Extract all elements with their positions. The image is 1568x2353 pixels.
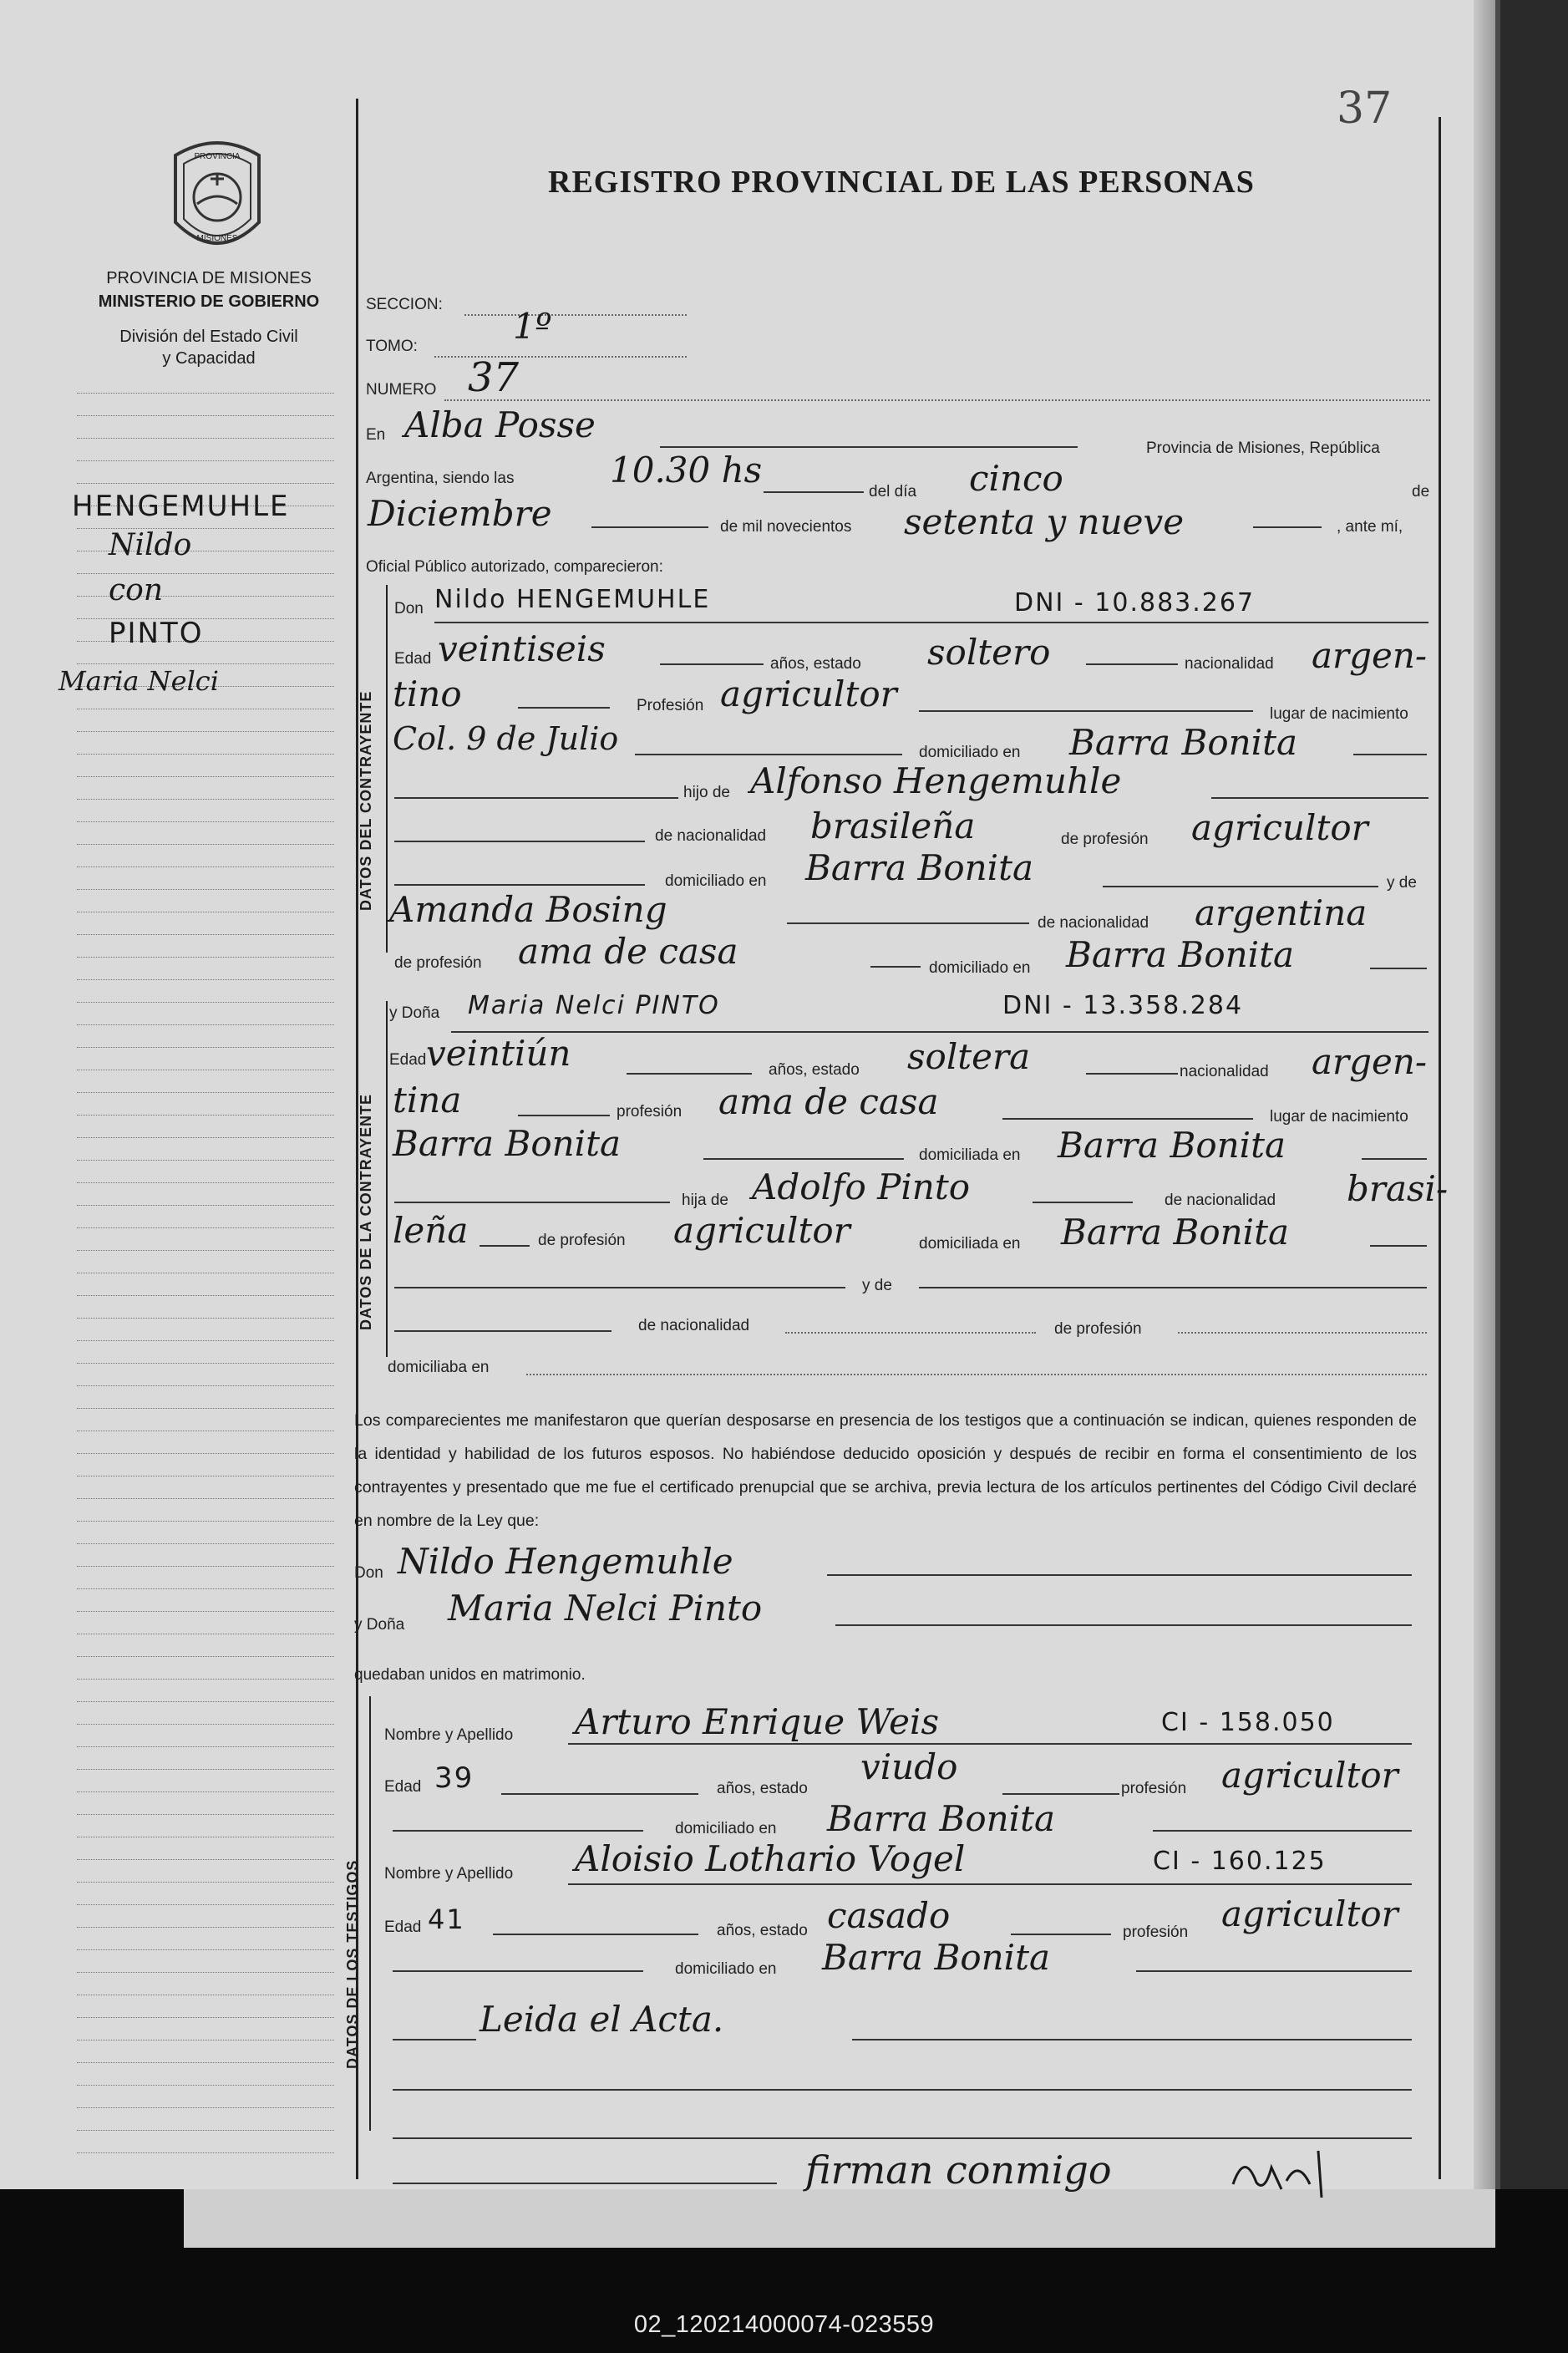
en-label: En	[366, 426, 386, 444]
margin-rule	[77, 460, 334, 461]
margin-rule	[77, 1882, 334, 1883]
groom-nac1: argen-	[1312, 635, 1428, 676]
w1-nombre-label: Nombre y Apellido	[384, 1726, 514, 1744]
groom-profesion: agricultor	[720, 673, 897, 714]
margin-rule	[77, 1791, 334, 1792]
margin-note-bride-surname: PINTO	[109, 617, 204, 650]
margin-rule	[77, 821, 334, 822]
mil-label: de mil novecientos	[720, 518, 852, 536]
bride-profesion: ama de casa	[718, 1081, 939, 1122]
groom-profesion-label: Profesión	[637, 697, 704, 714]
margin-rule	[77, 1160, 334, 1161]
groom-mother-dom: Barra Bonita	[1066, 934, 1294, 975]
groom-domicilio: Barra Bonita	[1069, 722, 1297, 763]
groom-dni: DNI - 10.883.267	[1014, 588, 1256, 617]
margin-rule	[77, 1092, 334, 1093]
bride-domiciliada-label: domiciliada en	[919, 1146, 1021, 1164]
margin-rule	[77, 1250, 334, 1251]
bride-edad: veintiún	[426, 1033, 571, 1074]
groom-mother: Amanda Bosing	[389, 889, 667, 930]
margin-rule	[77, 2152, 334, 2153]
margin-rule	[77, 934, 334, 935]
w2-dom: Barra Bonita	[822, 1937, 1050, 1978]
org-line-1: PROVINCIA DE MISIONES	[106, 269, 312, 287]
bride-y-de-label: y de	[862, 1277, 892, 1294]
groom-father-dom: Barra Bonita	[805, 847, 1033, 888]
statement-paragraph: Los comparecientes me manifestaron que querían desposarse en presencia de los testigos que a continuación se indican, quienes responden de la identidad y habilidad de los futuros esposos. No habiéndose deducido oposición y después de recibir en forma el consentimiento de los contrayentes y presentado que me fue el certificado prenupcial que se archiva, previa lectura de los artículos pertinentes del Código Civil declaré en nombre de la Ley que:	[354, 1411, 1417, 1530]
month-value: Diciembre	[368, 493, 552, 534]
margin-rule	[77, 1318, 334, 1319]
margin-rule	[77, 1408, 334, 1409]
margin-rule	[77, 1182, 334, 1183]
bride-father-prof: agricultor	[673, 1210, 850, 1251]
seal-text-top: PROVINCIA	[194, 152, 241, 161]
margin-rule	[77, 1137, 334, 1138]
image-identifier: 02_120214000074-023559	[633, 2311, 935, 2338]
w1-prof: agricultor	[1221, 1755, 1398, 1796]
margin-rule	[77, 2017, 334, 2018]
margin-rule	[77, 1566, 334, 1567]
groom-mother-nac: argentina	[1195, 892, 1368, 933]
bride-lugar-label: lugar de nacimiento	[1270, 1108, 1408, 1126]
groom-father-dom-label: domiciliado en	[665, 872, 767, 890]
groom-name: Nildo HENGEMUHLE	[434, 585, 711, 614]
folio-number: 37	[1337, 84, 1393, 134]
groom-domiciliado-label: domiciliado en	[919, 744, 1021, 761]
declaration-dona-label: y Doña	[354, 1616, 405, 1634]
margin-rule	[77, 1340, 334, 1341]
margin-rule	[77, 1679, 334, 1680]
groom-mother-prof-label: de profesión	[394, 954, 482, 972]
bride-father: Adolfo Pinto	[752, 1166, 971, 1207]
bride-lugar: Barra Bonita	[393, 1123, 621, 1164]
bride-nacionalidad-label: nacionalidad	[1180, 1063, 1269, 1080]
bride-anos-label: años, estado	[769, 1061, 860, 1079]
w1-name: Arturo Enrique Weis	[575, 1701, 939, 1742]
argentina-label: Argentina, siendo las	[366, 470, 515, 487]
margin-rule	[77, 731, 334, 732]
margin-rule	[77, 799, 334, 800]
oficial-text: Oficial Público autorizado, comparecieron:	[366, 558, 663, 576]
margin-rule	[77, 979, 334, 980]
margin-note-given: Nildo	[109, 528, 192, 562]
groom-hijo-label: hijo de	[683, 784, 730, 801]
right-frame-line	[1439, 117, 1441, 2179]
margin-rule	[77, 844, 334, 845]
year-value: setenta y nueve	[904, 501, 1185, 542]
groom-edad-label: Edad	[394, 650, 432, 668]
bride-mother-nac-label: de nacionalidad	[638, 1317, 750, 1334]
provincia-text: Provincia de Misiones, República	[1146, 440, 1380, 457]
bride-father-dom: Barra Bonita	[1061, 1212, 1289, 1253]
day-value: cinco	[969, 458, 1063, 499]
declaration-don-label: Don	[354, 1564, 383, 1582]
margin-rule	[77, 1724, 334, 1725]
declaration-groom: Nildo Hengemuhle	[398, 1541, 733, 1582]
book-cover-edge	[1492, 0, 1568, 2189]
margin-rule	[77, 1295, 334, 1296]
firman-note: firman conmigo	[805, 2147, 1112, 2193]
margin-rule	[77, 438, 334, 439]
del-dia-label: del día	[869, 483, 917, 501]
provincial-seal-icon	[159, 130, 276, 264]
w1-id: CI - 158.050	[1161, 1708, 1335, 1737]
margin-rule	[77, 663, 334, 664]
bride-de-prof-label: de profesión	[538, 1232, 626, 1249]
groom-de-nac-label: de nacionalidad	[655, 827, 767, 845]
margin-rule	[77, 1453, 334, 1454]
w2-estado: casado	[827, 1895, 951, 1936]
bride-hija-label: hija de	[682, 1192, 728, 1209]
bride-dni: DNI - 13.358.284	[1002, 991, 1244, 1020]
bride-mother-prof-label: de profesión	[1054, 1320, 1142, 1338]
margin-rule	[77, 1543, 334, 1544]
margin-rule	[77, 1521, 334, 1522]
witness-section-line	[369, 1696, 371, 2131]
w2-nombre-label: Nombre y Apellido	[384, 1865, 514, 1883]
margin-rule	[77, 1498, 334, 1499]
groom-section-label: DATOS DEL CONTRAYENTE	[358, 690, 374, 911]
margin-note-con: con	[109, 573, 164, 607]
bride-section-label: DATOS DE LA CONTRAYENTE	[358, 1093, 374, 1330]
bride-domicilio: Barra Bonita	[1058, 1125, 1286, 1166]
margin-rule	[77, 889, 334, 890]
signature-mark-icon	[1228, 2142, 1353, 2201]
margin-rule	[77, 1656, 334, 1657]
seal-text-bottom: MISIONES	[196, 234, 238, 243]
org-line-4: y Capacidad	[162, 349, 256, 368]
margin-rule	[77, 415, 334, 416]
margin-rule	[77, 1611, 334, 1612]
groom-edad: veintiseis	[438, 628, 606, 669]
margin-rule	[77, 1227, 334, 1228]
margin-rule	[77, 1859, 334, 1860]
w1-domiciliado-label: domiciliado en	[675, 1820, 777, 1837]
w1-profesion-label: profesión	[1121, 1780, 1187, 1797]
groom-father-nac: brasileña	[810, 806, 976, 846]
margin-note-bride-given: Maria Nelci	[58, 665, 219, 697]
de-label: de	[1412, 483, 1430, 501]
groom-de-prof-label: de profesión	[1061, 831, 1149, 848]
margin-rule	[77, 2062, 334, 2063]
margin-rule	[77, 957, 334, 958]
bride-de-nac-label: de nacionalidad	[1165, 1192, 1276, 1209]
w1-dom: Barra Bonita	[827, 1798, 1055, 1839]
margin-rule	[77, 1927, 334, 1928]
w1-estado: viudo	[860, 1746, 958, 1787]
w2-edad-label: Edad	[384, 1918, 422, 1936]
margin-rule	[77, 1588, 334, 1589]
margin-rule	[77, 1746, 334, 1747]
bride-father-dom-label: domiciliada en	[919, 1235, 1021, 1253]
w2-name: Aloisio Lothario Vogel	[575, 1838, 966, 1879]
margin-rule	[77, 1814, 334, 1815]
margin-rule	[77, 1115, 334, 1116]
groom-nac2: tino	[393, 673, 462, 714]
bride-profesion-label: profesión	[617, 1103, 683, 1121]
groom-section-line	[386, 585, 388, 953]
margin-note-surname: HENGEMUHLE	[72, 490, 290, 523]
page-gutter-shadow	[1474, 0, 1495, 2189]
margin-rule	[77, 1363, 334, 1364]
margin-rule	[77, 1024, 334, 1025]
bride-father-nac1: brasi-	[1347, 1168, 1449, 1209]
page-title: REGISTRO PROVINCIAL DE LAS PERSONAS	[548, 165, 1255, 200]
w2-edad: 41	[428, 1903, 465, 1935]
bride-section-line	[386, 1001, 388, 1357]
tomo-value: 1º	[513, 306, 552, 347]
declaration-closing: quedaban unidos en matrimonio.	[354, 1666, 586, 1684]
bride-estado: soltera	[907, 1036, 1031, 1077]
w1-edad: 39	[434, 1761, 474, 1795]
w2-profesion-label: profesión	[1123, 1924, 1189, 1941]
bride-father-nac2: leña	[393, 1210, 469, 1251]
groom-father-prof: agricultor	[1191, 807, 1368, 848]
groom-estado: soltero	[927, 632, 1051, 673]
margin-rule	[77, 2085, 334, 2086]
margin-rule	[77, 393, 334, 394]
w1-edad-label: Edad	[384, 1778, 422, 1796]
leida-note: Leida el Acta.	[480, 1999, 724, 2040]
org-line-3: División del Estado Civil	[119, 328, 298, 346]
groom-y-de-label: y de	[1387, 874, 1417, 892]
seccion-label: SECCION:	[366, 296, 443, 313]
bride-dona-label: y Doña	[389, 1004, 440, 1022]
bride-edad-label: Edad	[389, 1051, 427, 1069]
groom-lugar-label: lugar de nacimiento	[1270, 705, 1408, 723]
groom-don-label: Don	[394, 600, 424, 617]
w2-anos-label: años, estado	[717, 1922, 808, 1939]
groom-mother-nac-label: de nacionalidad	[1038, 914, 1149, 932]
margin-rule	[77, 1904, 334, 1905]
margin-rule	[77, 776, 334, 777]
tomo-label: TOMO:	[366, 338, 418, 355]
w2-domiciliado-label: domiciliado en	[675, 1960, 777, 1978]
bride-name: Maria Nelci PINTO	[468, 991, 720, 1020]
margin-rule	[77, 483, 334, 484]
org-line-2: MINISTERIO DE GOBIERNO	[98, 292, 320, 311]
margin-rule	[77, 1972, 334, 1973]
w2-prof: agricultor	[1221, 1893, 1398, 1934]
groom-mother-prof: ama de casa	[518, 931, 738, 972]
margin-rule	[77, 1769, 334, 1770]
w1-anos-label: años, estado	[717, 1780, 808, 1797]
place-value: Alba Posse	[404, 404, 596, 445]
declaration-bride: Maria Nelci Pinto	[448, 1588, 763, 1629]
margin-rule	[77, 1949, 334, 1950]
groom-lugar: Col. 9 de Julio	[393, 720, 619, 757]
bride-domiciliaba-label: domiciliaba en	[388, 1359, 490, 1376]
witness-section-label: DATOS DE LOS TESTIGOS	[344, 1859, 361, 2069]
groom-father: Alfonso Hengemuhle	[750, 760, 1122, 801]
w2-id: CI - 160.125	[1153, 1847, 1327, 1876]
margin-rule	[77, 1002, 334, 1003]
groom-nacionalidad-label: nacionalidad	[1185, 655, 1274, 673]
groom-anos-label: años, estado	[770, 655, 861, 673]
bride-nac2: tina	[393, 1080, 462, 1121]
margin-rule	[77, 2130, 334, 2131]
margin-rule	[77, 1385, 334, 1386]
numero-label: NUMERO	[366, 381, 437, 399]
margin-rule	[77, 1205, 334, 1206]
margin-rule	[77, 866, 334, 867]
hour-value: 10.30 hs	[610, 450, 763, 490]
margin-rule	[77, 754, 334, 755]
groom-mother-dom-label: domiciliado en	[929, 959, 1031, 977]
numero-value: 37	[468, 354, 520, 401]
margin-rule	[77, 1701, 334, 1702]
ante-label: , ante mí,	[1337, 518, 1403, 536]
bride-nac1: argen-	[1312, 1041, 1428, 1082]
margin-rule	[77, 2107, 334, 2108]
margin-rule	[77, 1047, 334, 1048]
